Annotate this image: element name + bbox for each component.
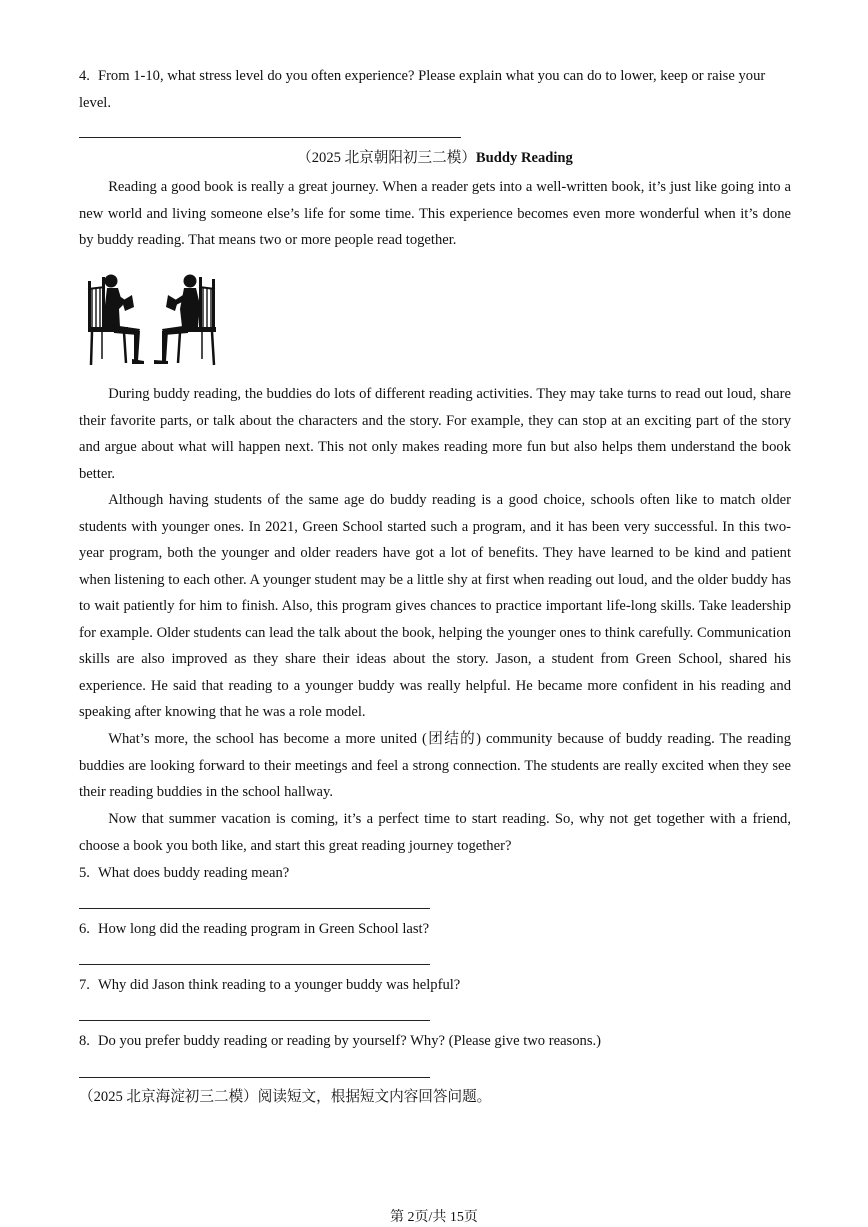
question-number: 5. (79, 865, 90, 881)
answer-line (79, 1020, 430, 1021)
page-footer: 第 2页/共 15页 (390, 1210, 478, 1225)
question-5 (79, 860, 791, 887)
reading-buddies-illustration (82, 269, 222, 367)
question-number: 7. (79, 977, 90, 993)
answer-line (79, 1077, 430, 1078)
paragraph: During buddy reading, the buddies do lots of different reading activities. They may take turns to read out loud, share their favorite parts, or talk about the characters and the story. For example, they can stop at an exciting part of the story and argue about what will happen next. This not only makes reading more fun but also helps them understand the book better. (79, 386, 791, 482)
question-4 (79, 63, 791, 117)
answer-line (79, 137, 461, 138)
paragraph: Reading a good book is really a great journey. When a reader gets into a well-written book, it’s just like going into a new world and living someone else’s life for some time. This experience becomes even more wonderful when it’s done by buddy reading. That means two or more people read together. (79, 179, 791, 248)
paragraph: Now that summer vacation is coming, it’s a perfect time to start reading. So, why not get together with a friend, choose a book you both like, and start this great reading journey together? (79, 811, 791, 854)
passage-title (79, 146, 791, 170)
answer-line (79, 908, 430, 909)
answer-line (79, 964, 430, 965)
question-number: 8. (79, 1033, 90, 1049)
paragraph: What’s more, the school has become a more united (团结的) community because of buddy reading. The reading buddies are looking forward to their meetings and feel a strong connection. The students are really excited when they see their reading buddies in the school hallway. (79, 731, 791, 800)
question-7 (79, 972, 791, 999)
question-number: 6. (79, 921, 90, 937)
question-text: From 1-10, what stress level do you often experience? Please explain what you can do to lower, keep or raise your level. (79, 68, 766, 111)
question-text: Why did Jason think reading to a younger buddy was helpful? (97, 977, 461, 993)
passage-source: （2025 北京朝阳初三二模） (297, 150, 476, 166)
question-text: Do you prefer buddy reading or reading by yourself? Why? (Please give two reasons.) (97, 1033, 602, 1049)
question-number: 4. (79, 68, 90, 84)
question-6 (79, 916, 791, 943)
passage-heading: Buddy Reading (475, 150, 573, 166)
paragraph: Although having students of the same age do buddy reading is a good choice, schools often like to match older students with younger ones. In 2021, Green School started such a program, and it has been very successful. In this two-year program, both the younger and older readers have got a lot of benefits. They have learned to be kind and patient when listening to each other. A younger student may be a little shy at first when reading out loud, and the older buddy has to wait patiently for him to finish. Also, this program gives chances to practice important life-long skills. Take leadership for example. Older students can lead the talk about the book, helping the younger ones to think carefully. Communication skills are also improved as they share their ideas about the story. Jason, a student from Green School, shared his experience. He said that reading to a younger buddy was really helpful. He became more confident in his reading and speaking after knowing that he was a role model. (79, 492, 791, 720)
next-section-heading: （2025 北京海淀初三二模）阅读短文，根据短文内容回答问题。 (79, 1089, 492, 1105)
question-8 (79, 1028, 791, 1055)
question-text: How long did the reading program in Green School last? (97, 921, 430, 937)
question-text: What does buddy reading mean? (97, 865, 290, 881)
